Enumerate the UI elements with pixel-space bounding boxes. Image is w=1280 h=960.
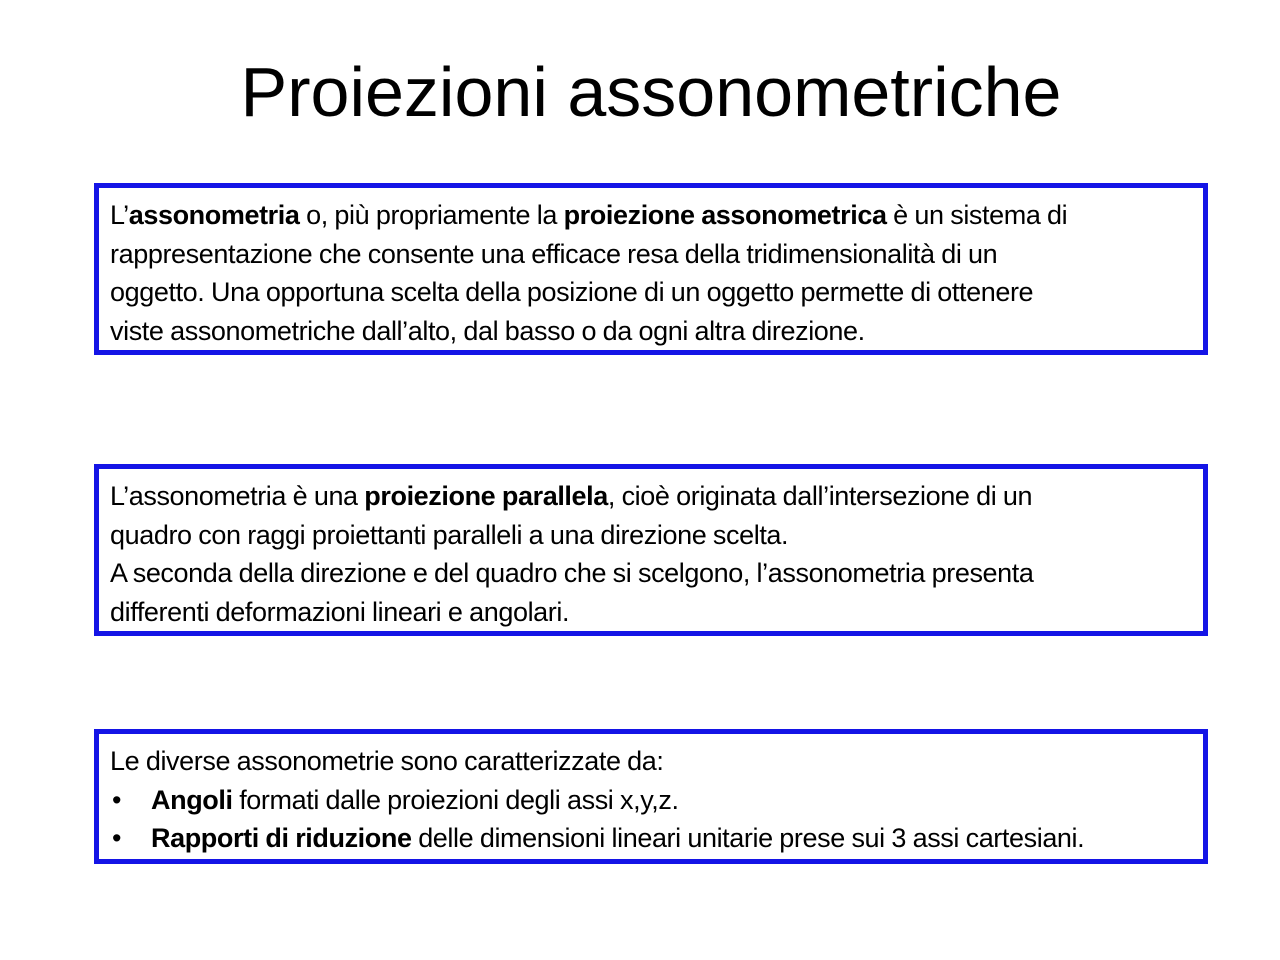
text-span: L’ [110,200,129,230]
text-span: , cioè originata dall’intersezione di un [607,481,1033,511]
list-item-text [151,819,1084,858]
text-line: rappresentazione che consente una efficace resa della tridimensionalità di un [110,238,998,269]
bold-term: Angoli [151,784,233,815]
characteristics-box [94,729,1208,864]
bold-term: Rapporti di riduzione [151,823,412,853]
intro-line: Le diverse assonometrie sono caratterizzate da: [110,746,664,776]
text-line: differenti deformazioni lineari e angolari. [110,596,570,627]
bold-term: proiezione assonometrica [563,200,887,230]
text-line: quadro con raggi proiettanti paralleli a una direzione scelta. [110,519,789,550]
text-line: A seconda della direzione e del quadro che si scelgono, l’assonometria presenta [110,558,1034,588]
text-line: oggetto. Una opportuna scelta della posizione di un oggetto permette di ottenere [110,277,1034,307]
text-line [110,196,1203,235]
list-item-text [151,781,679,820]
bullet-icon: • [112,784,122,815]
text-line: viste assonometriche dall’alto, dal basso o da ogni altra direzione. [110,315,865,346]
bold-term: proiezione parallela [364,481,608,511]
text-span: formati dalle proiezioni degli assi x,y,z. [232,784,679,815]
list-item [110,781,1203,820]
parallel-projection-box [94,464,1208,636]
text-span: o, più propriamente la [299,200,564,230]
bullet-icon: • [112,823,122,853]
definition-box [94,183,1208,355]
text-span: è un sistema di [886,200,1068,230]
text-line [110,477,1203,516]
list-item [110,819,1203,858]
text-span: L’assonometria è una [110,481,365,511]
bold-term: assonometria [128,200,300,230]
slide-title: Proiezioni assonometriche [240,53,1062,131]
text-span: delle dimensioni lineari unitarie prese sui 3 assi cartesiani. [411,823,1085,853]
